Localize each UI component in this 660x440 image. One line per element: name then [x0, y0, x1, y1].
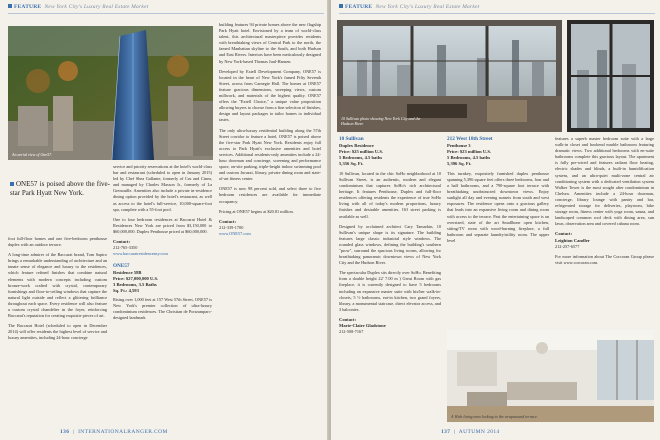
- square-bullet-icon: [10, 182, 14, 186]
- right-column-3: features a superb master bedroom suite with a large walk-in closet and bookend marble bathroom featuring dramatic views. Two additional bedrooms with en-suite bathrooms complete this gracious layout. The apartment is fully pre-wired and features radiant floor heating, electric shades and blinds, a built-in humidification system, and an ultra-quiet multi-zone central air conditioning system with a dedicated ventilation system Walker Tower is the most sought after condominium in Chelsea. Amenities include a 24-hour doorman, concierge, library lounge with pantry and bar, refrigerated storage for deliveries, playroom, bike storage room, fitness center with yoga room, sauna, and landscaped common roof deck with dining area, sun lawn, observation area and covered cabana room. Contact: Leighton Candler 212-257-6577 For more information about The Corcoran Group please visit www.corcoran.com.: [555, 136, 654, 265]
- baccarat-link[interactable]: www.baccaratresidencesny.com: [113, 251, 168, 257]
- sullivan-listing: 10 Sullivan Duplex Residence Price: $25 million U.S. 5 Bedrooms, 4.5 baths 5,356 Sq. Ft. 10 Sullivan, located in the chic SoHo neighborhood at 10 Sullivan Street, is an authentic, modern and elegant condominium that captures SoHo's rich architectural heritage. It features Penthouse, Duplex and full-floor residences offering residents the experience of true SoHo living with all of today's modern proportions, luxury finishes and desirable amenities. Off street parking is available as well. Designed by acclaimed architect Cary Tamarkin, 10 Sullivan's unique shape is its signature. The building features large classic industrial style windows. The rounded glass windows, defining the building's southern "prow", surround the spacious living rooms, allowing for breathtaking panoramic downtown views of New York City and the Hudson River. The spectacular Duplex sits directly over SoHo. Benefiting from a double height 22' 7.00 m ) Great Room with gas fireplace, it is currently designed to have 5 bedrooms including an expansive master suite with his/her walk-in-closets, 5 ½ bathrooms, eat-in kitchen, two grand foyers, library, a monumental staircase, direct elevator access, and 3 balconies. Contact: Marie-Claire Gladstone 212-508-7167: [339, 136, 441, 335]
- left-column-3: building features 94 private homes above the new flagship Park Hyatt hotel. Envisioned by a team of world-class talent, this architectural masterpiece provides residents with breathtaking views of Central Park to the north, the famed Manhattan skyline to the South, and both Hudson and East Rivers. Interiors have been meticulously designed by New York-based Thomas Juul-Hansen. Developed by Extell Development Company, ONE57 is located in the heart of New York's famed Fifty Seventh Street, across from Carnegie Hall. The homes at ONE57 feature gracious dimensions, sweeping views, custom millwork, and materials of the highest quality. ONE57 offers the "Extell Choice," a unique value proposition allowing buyers to choose from a fine selection of finishes, design and layout packages to tailor homes to individual tastes. The only ultra-luxury residential building along the 57th Street corridor to feature a hotel, ONE57 is poised above the five-star Park Hyatt New York. Residents enjoy full access to Park Hyatt's exclusive amenities and hotel services. Additional residents-only amenities include a 24-hour doorman and concierge, screening and performance space, on-site parking, triple-height indoor swimming pool and custom Jacuzzi, library, private dining room and state-of-art fitness center. ONE57 is now 98 percent sold, and select three to five bedroom residences are available for immediate occupancy. Pricing at ONE57 begins at $20.81 million. Contact: 212-339-1700 www.ONE57.com: [219, 22, 321, 236]
- photo-caption: A Wide living area looking to the wraparound terrace.: [451, 414, 538, 419]
- listing-heading: 212 West 18th Street: [447, 136, 493, 142]
- left-page: [0, 0, 329, 440]
- right-footer: 137 | AUTUMN 2014: [441, 429, 500, 435]
- pull-quote: ONE57 is poised above the five-star Park Hyatt New York.: [10, 180, 110, 197]
- listing-heading: 10 Sullivan: [339, 136, 364, 142]
- west18-listing: 212 West 18th Street Penthouse 3 Price: $23 million U.S. 5 Bedrooms, 4.5 baths 5,396 Sq. Ft. This turnkey, exquisitely furnished duplex penthouse spanning 5,396 square feet offers three bedrooms, four and a half bathrooms, and a 790-square foot terrace with breathtaking unobstructed downtown views. Enjoy sunlight all day and evening sunsets from south and west exposures. The residence opens onto a gracious gallery that leads into an expansive living room and dining room with access to the terrace. Past the entertaining space is an oversized, state of the art Smallbone open kitchen, sitting/TV room with wood-burning fireplace, a full bathroom and separate laundry/utility room. The upper level: [447, 136, 549, 243]
- page-header-right: FEATURE New York City's Luxury Real Estate Market: [339, 4, 479, 10]
- right-page: [331, 0, 660, 440]
- window-photo: [567, 20, 654, 132]
- square-bullet-icon: [8, 4, 12, 8]
- left-footer: 136 | INTERNATIONALRANGER.COM: [60, 429, 168, 435]
- page-header: FEATURE New York City's Luxury Real Estate Market: [8, 4, 148, 10]
- left-column-1: foot full-floor homes and one five-bedroom penthouse duplex with an outdoor terrace. A long-time admirer of the Baccarat brand, Tom Sapiro brings a remarkable understanding of architecture and an innate sense of elegance and luxury to the residences, which feature refined finishes that combine natural elements with modern concepts including custom bronze-work crafted with crystal, contemporary furnishings and floor-to-ceiling windows that capture the natural light outside and reflect a glittering brilliance throughout each space. Every residence will also feature a custom crystal chandelier in the foyer, reinforcing Baccarat's reputation for creating exquisite pieces of art. The Baccarat Hotel (scheduled to open in December 2014) will offer residents the highest level of service and luxury amenities, including 24-hour concierge: [8, 236, 107, 341]
- photo-caption: 10 Sullivan photo showing New York City and the Hudson River.: [341, 116, 421, 126]
- aerial-photo: [8, 26, 213, 160]
- listing-heading: ONE57: [113, 263, 130, 270]
- one57-link[interactable]: www.ONE57.com: [219, 230, 251, 236]
- photo-caption: An aerial view of One57.: [12, 152, 53, 157]
- left-column-2: service and priority reservations at the hotel's world-class bar and restaurant (scheduled to open in January 2015) led by Chef Shea Gallante, formerly of Cru and Cinea, and managed by Charles Masson Jr., formerly of La Grenouille. Amenities also include a private in-residence dining option provided by the hotel's restaurant, as well as access to the hotel's full-service, 10,000-square-foot spa, complete with a 55-foot pool. One to four bedroom residences at Baccarat Hotel & Residences New York are priced from $3,150,000 to $60,000,000. Duplex Penthouse priced at $60,000,000. Contact: 212-765-3350 www.baccaratresidencesny.com ONE57 Residence 58B Price: $27,000,000 U.S. 3 Bedrooms, 3.5 Baths Sq. Ft.: 4,593 Rising over 1,000 feet at 157 West 57th Street, ONE57 is New York's premier collection of ultra-luxury condominium residences. The Christian de Portzamparc-designed landmark: [113, 164, 212, 321]
- living-room-photo: [447, 330, 654, 422]
- sullivan-photo: [337, 20, 562, 132]
- square-bullet-icon: [339, 4, 343, 8]
